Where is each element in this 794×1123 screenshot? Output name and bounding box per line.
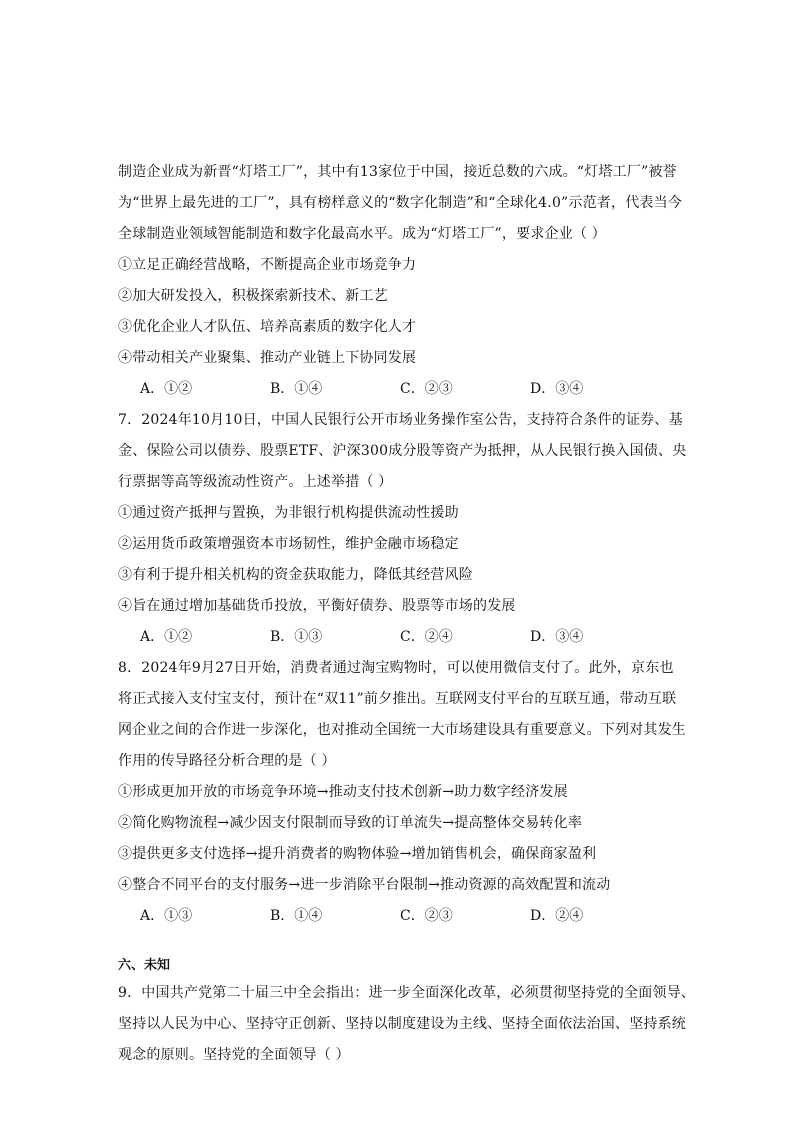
- question-6: [118, 157, 683, 405]
- statement-item: ④整合不同平台的支付服务→进一步消除平台限制→推动资源的高效配置和流动: [118, 877, 611, 893]
- option-d: D．②④: [530, 908, 584, 924]
- section-title: 六、未知: [118, 958, 171, 973]
- option-c: C．②④: [400, 629, 453, 645]
- statement-item: ③优化企业人才队伍、培养高素质的数字化人才: [118, 319, 417, 335]
- statement-item: ①形成更加开放的市场竞争环境→推动支付技术创新→助力数字经济发展: [118, 784, 568, 800]
- statement-item: ①立足正确经营战略，不断提高企业市场竞争力: [118, 257, 417, 273]
- answer-options: [118, 374, 678, 405]
- exam-page: [118, 157, 696, 1071]
- option-a: A．①②: [140, 381, 193, 397]
- question-stem-line: 为“世界上最先进的工厂”，具有榜样意义的“数字化制造”和“全球化4.0”示范者，代表当今: [118, 195, 683, 211]
- question-stem-line: 坚持以人民为中心、坚持守正创新、坚持以制度建设为主线、坚持全面依法治国、坚持系统: [118, 1016, 686, 1032]
- statement-item: ④旨在通过增加基础货币投放，平衡好债券、股票等市场的发展: [118, 598, 516, 614]
- statement-item: ②加大研发投入，积极探索新技术、新工艺: [118, 288, 388, 304]
- option-d: D．③④: [530, 381, 584, 397]
- question-7: [118, 405, 687, 653]
- question-stem-line: 行票据等高等级流动性资产。上述举措（ ）: [118, 474, 393, 490]
- question-stem-line: 观念的原则。坚持党的全面领导（ ）: [118, 1047, 350, 1063]
- statement-item: ②简化购物流程→减少因支付限制而导致的订单流失→提高整体交易转化率: [118, 815, 583, 831]
- answer-options: [118, 901, 678, 932]
- question-8: [118, 653, 686, 932]
- question-stem-line: 作用的传导路径分析合理的是（ ）: [118, 753, 336, 769]
- option-a: A．①②: [140, 629, 193, 645]
- option-a: A．①③: [140, 908, 193, 924]
- option-c: C．②③: [400, 381, 453, 397]
- question-stem-line: 将正式接入支付宝支付，预计在“双11”前夕推出。互联网支付平台的互联互通，带动互联: [118, 691, 677, 707]
- question-stem-line: 7．2024年10月10日，中国人民银行公开市场业务操作室公告，支持符合条件的证券、基: [118, 412, 683, 428]
- option-c: C．②③: [400, 908, 453, 924]
- statement-item: ①通过资产抵押与置换，为非银行机构提供流动性援助: [118, 505, 459, 521]
- statement-item: ③有利于提升相关机构的资金获取能力，降低其经营风险: [118, 567, 473, 583]
- statement-item: ④带动相关产业聚集、推动产业链上下协同发展: [118, 350, 417, 366]
- question-stem-line: 金、保险公司以债券、股票ETF、沪深300成分股等资产为抵押，从人民银行换入国债、央: [118, 443, 687, 459]
- question-stem-line: 全球制造业领域智能制造和数字化最高水平。成为“灯塔工厂”，要求企业（ ）: [118, 226, 606, 242]
- option-d: D．③④: [530, 629, 584, 645]
- option-b: B．①④: [270, 381, 323, 397]
- question-stem-line: 制造企业成为新晋“灯塔工厂”，其中有13家位于中国，接近总数的六成。“灯塔工厂”被誉: [118, 164, 677, 180]
- option-b: B．①③: [270, 629, 323, 645]
- answer-options: [118, 622, 678, 653]
- option-b: B．①④: [270, 908, 323, 924]
- question-stem-line: 网企业之间的合作进一步深化，也对推动全国统一大市场建设具有重要意义。下列对其发生: [118, 722, 686, 738]
- question-stem-line: 9．中国共产党第二十届三中全会指出：进一步全面深化改革，必须贯彻坚持党的全面领导、: [118, 985, 696, 1001]
- statement-item: ③提供更多支付选择→提升消费者的购物体验→增加销售机会，确保商家盈利: [118, 846, 597, 862]
- question-stem-line: 8．2024年9月27日开始，消费者通过淘宝购物时，可以使用微信支付了。此外，京东也: [118, 660, 674, 676]
- statement-item: ②运用货币政策增强资本市场韧性，维护金融市场稳定: [118, 536, 459, 552]
- question-9: [118, 978, 696, 1071]
